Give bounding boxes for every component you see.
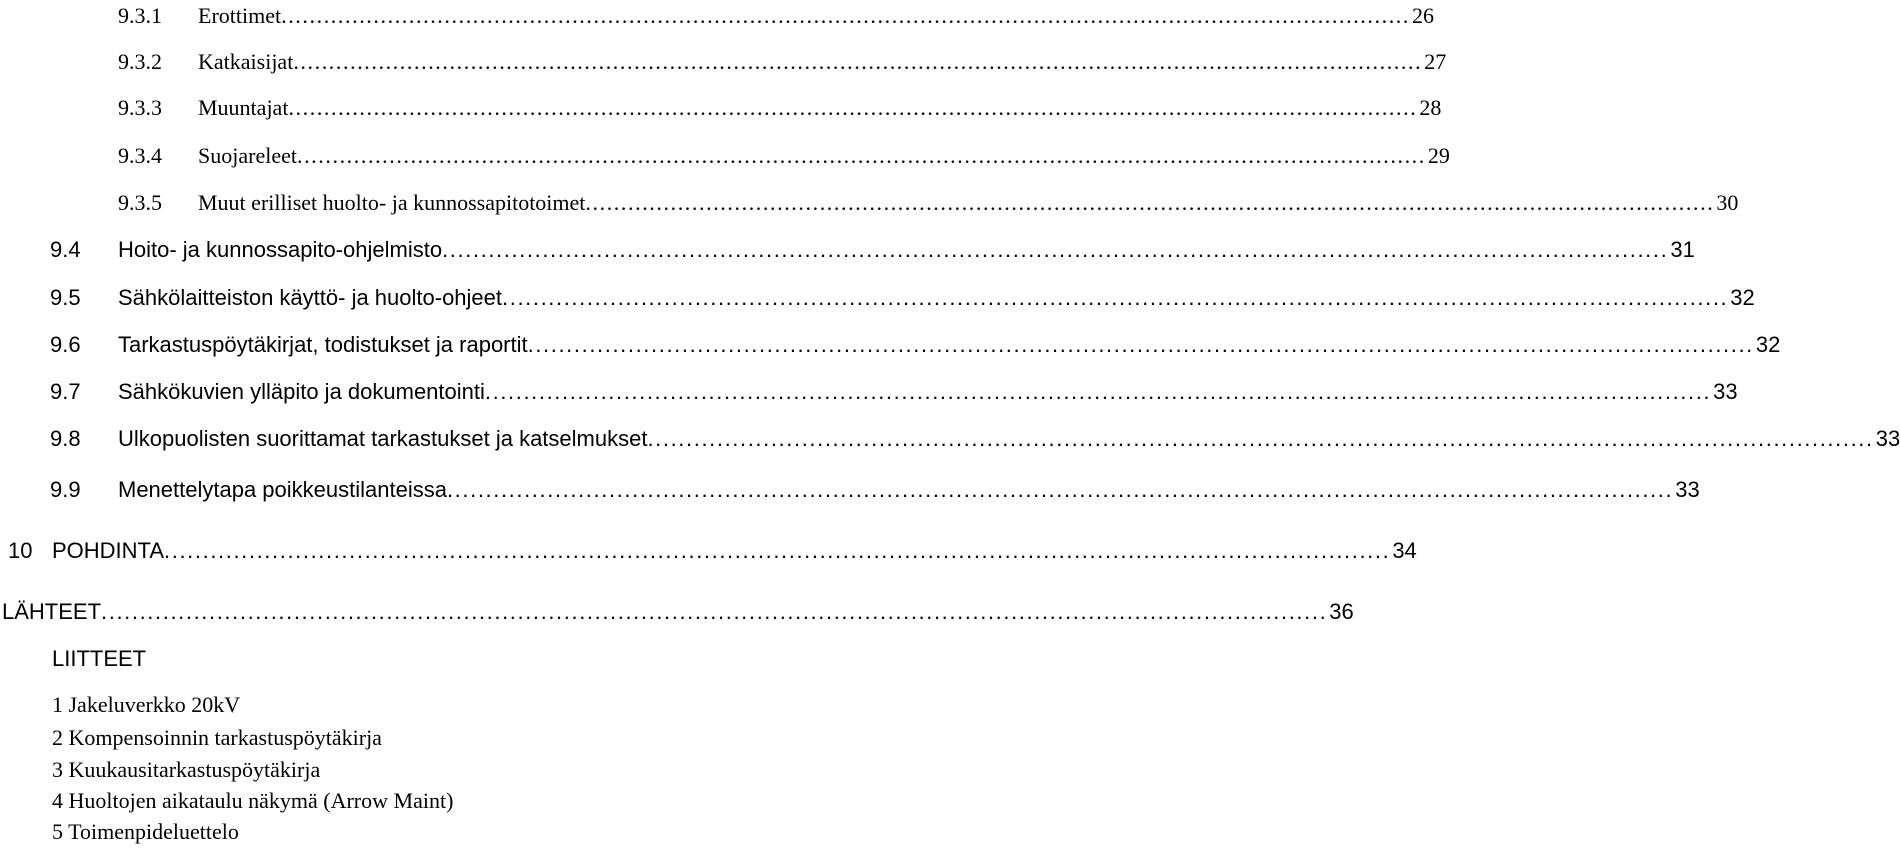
toc-entry-page: 30 — [1716, 190, 1739, 215]
toc-leader-dots: ............................................................................................................................................................... — [484, 379, 1712, 404]
toc-leader-dots: ............................................................................................................................................................... — [446, 477, 1674, 502]
toc-entry-number: 9.7 — [50, 379, 81, 404]
toc-entry — [0, 535, 1417, 567]
toc-entry-number: 9.8 — [50, 426, 81, 451]
toc-entry-title: Ulkopuolisten suorittamat tarkastukset ja katselmukset — [118, 426, 648, 451]
toc-entry — [0, 423, 1900, 455]
toc-entry-title: Muut erilliset huolto- ja kunnossapitotoimet — [198, 190, 586, 215]
toc-entry-page: 32 — [1755, 332, 1781, 357]
toc-entry-number: 9.3.4 — [118, 143, 162, 168]
toc-entry-title: POHDINTA — [52, 538, 165, 563]
appendix-item: 1 Jakeluverkko 20kV — [52, 692, 241, 717]
toc-entry-page: 26 — [1412, 3, 1434, 28]
toc-entry-title: Katkaisijat — [198, 49, 294, 74]
toc-entry — [0, 140, 1450, 172]
toc-entry-number: 10 — [8, 538, 33, 563]
toc-entry — [0, 234, 1695, 266]
toc-entry — [0, 596, 1354, 628]
toc-entry — [0, 0, 1434, 32]
toc-entry-page: 27 — [1424, 49, 1447, 74]
toc-entry — [0, 376, 1738, 408]
appendix-item: 3 Kuukausitarkastuspöytäkirja — [52, 757, 321, 782]
toc-entry-title: Tarkastuspöytäkirjat, todistukset ja raportit — [118, 332, 528, 357]
toc-entry-page: 28 — [1419, 95, 1442, 120]
toc-entry — [0, 329, 1781, 361]
toc-entry-number: 9.5 — [50, 285, 81, 310]
appendix-item: 5 Toimenpideluettelo — [52, 819, 239, 844]
toc-entry-page: 32 — [1730, 285, 1755, 310]
toc-entry-title: LÄHTEET — [2, 599, 102, 624]
toc-entry-number: 9.3.2 — [118, 49, 162, 74]
appendices-heading: LIITTEET — [52, 646, 147, 671]
toc-entry-page: 31 — [1670, 237, 1695, 262]
toc-entry-title: Hoito- ja kunnossapito-ohjelmisto — [118, 237, 443, 262]
toc-entry-page: 34 — [1392, 538, 1417, 563]
toc-entry-page: 33 — [1875, 426, 1900, 451]
toc-leader-dots: ............................................................................................................................................................... — [164, 538, 1391, 563]
toc-entry-title: Erottimet — [198, 3, 282, 28]
toc-leader-dots: ............................................................................................................................................................... — [293, 49, 1423, 74]
toc-entry-title: Suojareleet — [198, 143, 297, 168]
toc-leader-dots: ............................................................................................................................................................... — [502, 285, 1729, 310]
toc-leader-dots: ............................................................................................................................................................... — [296, 143, 1426, 168]
appendix-item: 4 Huoltojen aikataulu näkymä (Arrow Maint) — [52, 788, 454, 813]
toc-entry-title: Menettelytapa poikkeustilanteissa — [118, 477, 447, 502]
toc-entry-page: 33 — [1675, 477, 1700, 502]
toc-entry-number: 9.6 — [50, 332, 81, 357]
toc-leader-dots: ............................................................................................................................................................... — [101, 599, 1328, 624]
toc-entry — [0, 92, 1442, 124]
appendix-item: 2 Kompensoinnin tarkastuspöytäkirja — [52, 725, 382, 750]
toc-entry-title: Sähkökuvien ylläpito ja dokumentointi — [118, 379, 485, 404]
toc-leader-dots: ............................................................................................................................................................... — [647, 426, 1874, 451]
toc-entry — [0, 282, 1755, 314]
toc-leader-dots: ............................................................................................................................................................... — [585, 190, 1715, 215]
toc-entry-number: 9.4 — [50, 237, 81, 262]
toc-entry-title: Sähkölaitteiston käyttö- ja huolto-ohjeet — [118, 285, 503, 310]
toc-entry — [0, 46, 1447, 78]
toc-leader-dots: ............................................................................................................................................................... — [281, 3, 1410, 28]
toc-entry-number: 9.3.1 — [118, 3, 162, 28]
toc-leader-dots: ............................................................................................................................................................... — [527, 332, 1754, 357]
toc-leader-dots: ............................................................................................................................................................... — [288, 95, 1418, 120]
toc-leader-dots: ............................................................................................................................................................... — [442, 237, 1669, 262]
toc-entry-page: 33 — [1713, 379, 1738, 404]
toc-entry — [0, 187, 1739, 219]
toc-entry-page: 29 — [1427, 143, 1450, 168]
toc-entry-number: 9.9 — [50, 477, 81, 502]
toc-entry-title: Muuntajat — [198, 95, 289, 120]
toc-entry-page: 36 — [1329, 599, 1354, 624]
toc-entry-number: 9.3.5 — [118, 190, 162, 215]
toc-entry — [0, 474, 1700, 506]
toc-entry-number: 9.3.3 — [118, 95, 162, 120]
